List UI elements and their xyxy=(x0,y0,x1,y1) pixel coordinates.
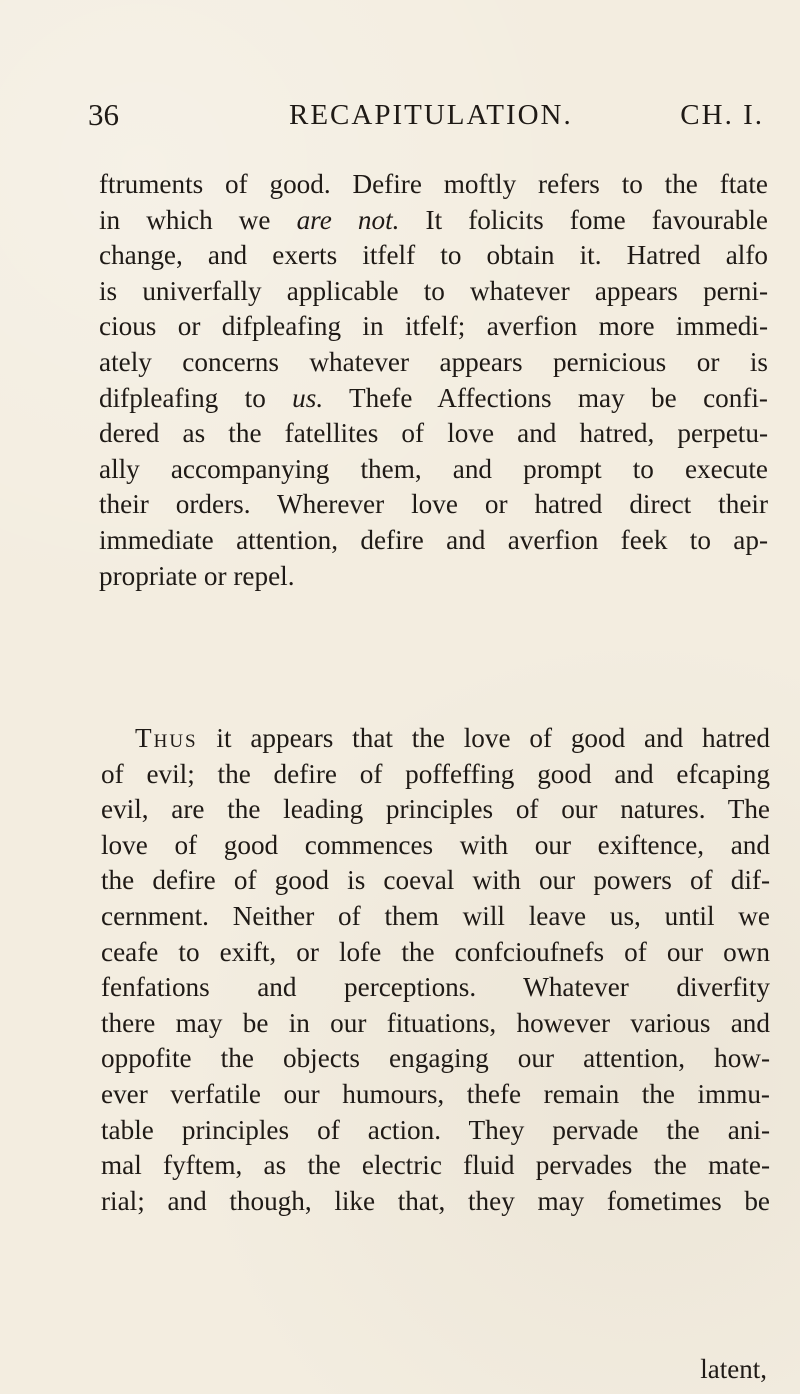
text-line xyxy=(99,487,768,523)
text-segment: oppofite the objects engaging our attention, how- xyxy=(101,1043,770,1074)
text-line xyxy=(101,899,770,935)
page-number: 36 xyxy=(88,97,119,132)
text-segment: table principles of action. They pervade the ani- xyxy=(101,1114,770,1145)
text-line xyxy=(101,1184,770,1220)
text-segment: cious or difpleafing in itfelf; averfion more immedi- xyxy=(99,311,768,342)
text-line xyxy=(101,863,770,899)
text-segment: ately concerns whatever appears pernicious or is xyxy=(99,346,768,377)
text-segment: love of good commences with our exiftence, and xyxy=(101,829,770,860)
text-segment: It folicits fome favourable xyxy=(399,204,768,235)
text-segment: change, and exerts itfelf to obtain it. Hatred alfo xyxy=(99,240,768,271)
italic-phrase: us. xyxy=(292,382,324,413)
text-line xyxy=(101,757,770,793)
text-segment: of evil; the defire of poffeffing good and efcaping xyxy=(101,758,770,789)
text-line xyxy=(99,167,768,203)
text-line xyxy=(101,828,770,864)
text-segment: dered as the fatellites of love and hatred, perpetu- xyxy=(99,418,768,449)
text-segment: ever verfatile our humours, thefe remain the immu- xyxy=(101,1078,770,1109)
text-line xyxy=(101,935,770,971)
text-segment: propriate or repel. xyxy=(99,560,295,591)
text-line xyxy=(99,309,768,345)
running-header xyxy=(88,93,764,137)
lead-word: Thus xyxy=(135,723,198,753)
italic-phrase: are not. xyxy=(296,204,400,235)
text-segment: Thefe Affections may be confi- xyxy=(323,382,768,413)
text-segment: evil, are the leading principles of our natures. The xyxy=(101,794,770,825)
running-title: RECAPITULATION. xyxy=(289,99,573,131)
text-line xyxy=(101,1148,770,1184)
text-segment: fenfations and perceptions. Whatever diverfity xyxy=(101,972,770,1003)
text-line xyxy=(101,1113,770,1149)
text-segment: ceafe to exift, or lofe the confcioufnefs of our own xyxy=(101,936,770,967)
text-line xyxy=(101,792,770,828)
text-segment: difpleafing to xyxy=(99,382,293,413)
text-line xyxy=(99,523,768,559)
text-line xyxy=(101,1006,770,1042)
text-segment: rial; and though, like that, they may fometimes be xyxy=(101,1185,770,1216)
text-segment: in which we xyxy=(99,204,297,235)
chapter-label: CH. I. xyxy=(680,99,764,131)
text-line xyxy=(101,1041,770,1077)
text-line xyxy=(101,970,770,1006)
text-segment: their orders. Wherever love or hatred direct their xyxy=(99,489,768,520)
text-segment: the defire of good is coeval with our powers of dif- xyxy=(101,865,770,896)
text-line xyxy=(99,274,768,310)
text-segment: mal fyftem, as the electric fluid pervades the mate- xyxy=(101,1150,770,1181)
text-segment: cernment. Neither of them will leave us, until we xyxy=(101,900,770,931)
text-line xyxy=(99,559,768,595)
paragraph-1 xyxy=(99,167,768,594)
catchword: latent, xyxy=(700,1354,767,1384)
text-segment: there may be in our fituations, however various and xyxy=(101,1007,770,1038)
text-line xyxy=(99,381,768,417)
paragraph-2 xyxy=(101,721,770,1219)
text-segment: ally accompanying them, and prompt to execute xyxy=(99,453,768,484)
text-segment: it appears that the love of good and hatred xyxy=(197,723,770,753)
text-line xyxy=(99,238,768,274)
text-segment: immediate attention, defire and averfion feek to ap- xyxy=(99,524,768,555)
text-segment: is univerfally applicable to whatever appears perni- xyxy=(99,275,768,306)
text-segment: ftruments of good. Defire moftly refers to the ftate xyxy=(99,169,768,199)
text-line xyxy=(99,452,768,488)
text-line xyxy=(101,721,770,757)
text-line xyxy=(99,345,768,381)
text-line xyxy=(99,416,768,452)
text-line xyxy=(99,203,768,239)
text-line xyxy=(101,1077,770,1113)
